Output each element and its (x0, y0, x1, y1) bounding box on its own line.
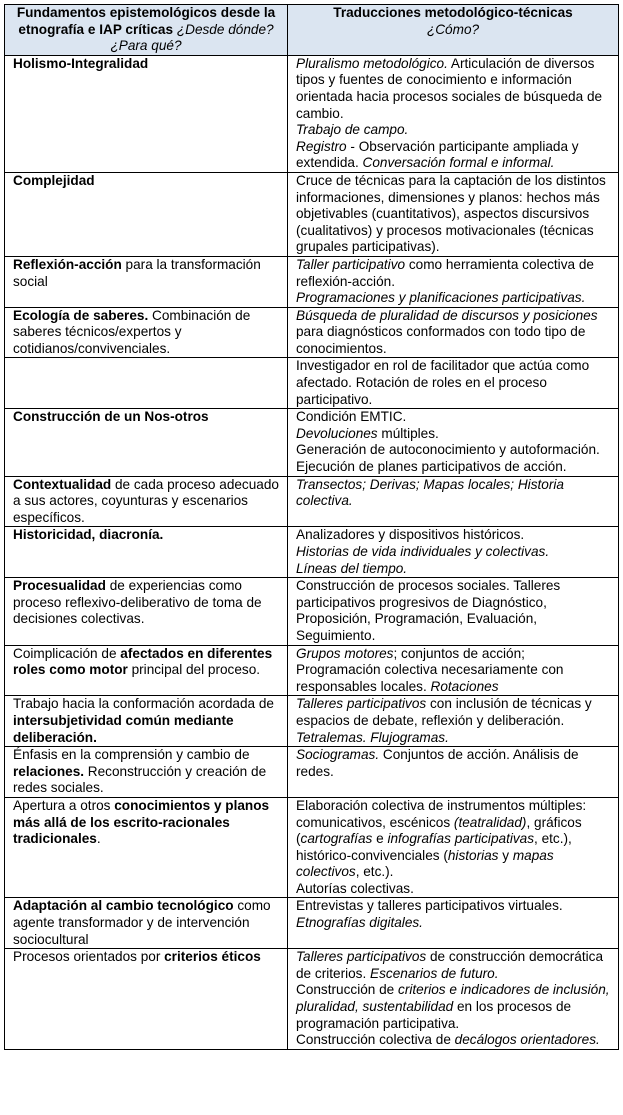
right-text-segment: Escenarios de futuro. (370, 965, 499, 981)
table-row (5, 696, 619, 747)
traduccion-cell (288, 747, 619, 798)
right-text-segment: en los procesos de programación participativa. (296, 999, 572, 1031)
right-paragraph (296, 578, 613, 644)
left-paragraph (13, 173, 282, 190)
right-text-segment: Generación de autoconocimiento y autoformación. (296, 442, 600, 458)
right-text-segment: Registro (296, 138, 347, 154)
left-text-segment: Trabajo hacia la conformación acordada de (13, 696, 274, 712)
right-text-segment: con inclusión de técnicas y espacios de debate, reflexión y deliberación. (296, 696, 592, 728)
left-paragraph (13, 696, 282, 746)
right-text-segment: historias (447, 847, 499, 863)
left-text-segment: Énfasis en la comprensión y cambio de (13, 747, 250, 763)
right-text-segment: Historias de vida individuales y colectivas. (296, 544, 550, 559)
right-text-segment: de construcción democrática de criterios. (296, 949, 604, 981)
left-paragraph (13, 747, 282, 797)
header-col2-question: ¿Cómo? (426, 21, 480, 37)
left-text-segment: intersubjetividad común mediante deliberación. (13, 712, 234, 745)
table-header-row (5, 5, 619, 56)
right-text-segment: Conjuntos de acción. Análisis de redes. (296, 747, 579, 779)
right-text-segment: Investigador en rol de facilitador que actúa como afectado. Rotación de roles en el proceso participativo. (296, 358, 590, 407)
left-text-segment: Procesos orientados por (13, 949, 165, 965)
left-paragraph (13, 477, 282, 527)
right-paragraph (296, 56, 613, 122)
right-text-segment: , gráficos ( (296, 814, 582, 847)
right-text-segment: Ejecución de planes participativos de acción. (296, 459, 567, 475)
right-text-segment: y (498, 847, 513, 863)
traduccion-cell (288, 358, 619, 409)
left-text-segment: . (96, 831, 101, 847)
right-text-segment: , etc.). (355, 864, 394, 880)
right-text-segment: Grupos motores (296, 645, 394, 661)
left-paragraph (13, 798, 282, 848)
left-text-segment: principal del proceso. (127, 662, 261, 678)
left-text-segment: para la transformación social (13, 256, 261, 289)
right-paragraph (296, 308, 613, 358)
traduccion-cell (288, 949, 619, 1050)
left-text-segment: Apertura a otros (13, 797, 115, 813)
fundamento-cell (5, 527, 288, 578)
left-text-segment: Reconstrucción y creación de redes sociales. (13, 763, 267, 796)
right-text-segment: - Observación participante ampliada y extendida. (296, 138, 579, 171)
fundamento-cell (5, 747, 288, 798)
traduccion-cell (288, 645, 619, 696)
right-text-segment: Construcción de procesos sociales. Talleres participativos progresivos de Diagnóstico, Proposición, Programación, Evaluación, Seguimiento. (296, 578, 561, 643)
right-text-segment: decálogos orientadores. (454, 1032, 600, 1048)
right-text-segment: (teatralidad) (453, 814, 527, 830)
traduccion-cell (288, 696, 619, 747)
table-row (5, 898, 619, 949)
traduccion-cell (288, 797, 619, 898)
table-row (5, 747, 619, 798)
right-text-segment: Autorías colectivas. (296, 880, 414, 896)
left-text-segment: criterios éticos (164, 949, 261, 965)
header-col1-question: ¿Desde dónde? ¿Para qué? (110, 21, 274, 54)
header-col1-title: Fundamentos epistemológicos desde la etnografía e IAP críticas (16, 5, 276, 37)
left-paragraph (13, 646, 282, 679)
right-paragraph (296, 662, 613, 695)
right-text-segment: mapas colectivos (296, 847, 554, 880)
left-text-segment: conocimientos y planos más allá de los escrito-racionales tradicionales (13, 797, 270, 847)
table-row (5, 476, 619, 527)
table-row (5, 409, 619, 476)
right-text-segment: Programación colectiva necesariamente con responsables locales. (296, 662, 564, 694)
left-text-segment: de experiencias como proceso reflexivo-deliberativo de toma de decisiones colectivas. (13, 578, 262, 627)
fundamento-cell (5, 172, 288, 256)
left-paragraph (13, 308, 282, 358)
left-text-segment: Procesualidad (13, 578, 106, 594)
table-row (5, 307, 619, 358)
table-row (5, 256, 619, 307)
traduccion-cell (288, 172, 619, 256)
traduccion-cell (288, 476, 619, 527)
right-text-segment: Sociogramas. (296, 747, 380, 763)
left-text-segment: Ecología de saberes. (13, 307, 149, 323)
right-text-segment: Búsqueda de pluralidad de discursos y posiciones (296, 307, 598, 323)
right-text-segment: Devoluciones (296, 425, 378, 441)
right-paragraph (296, 898, 613, 915)
right-paragraph (296, 257, 613, 290)
fundamento-cell (5, 476, 288, 527)
left-text-segment: Holismo-Integralidad (13, 55, 149, 71)
table-row (5, 527, 619, 578)
right-text-segment: Entrevistas y talleres participativos virtuales. (296, 898, 563, 914)
right-paragraph (296, 915, 613, 932)
left-text-segment: como agente transformador y de intervención sociocultural (13, 898, 271, 947)
right-paragraph (296, 122, 613, 139)
table-row (5, 949, 619, 1050)
traduccion-cell (288, 409, 619, 476)
right-paragraph (296, 881, 613, 898)
right-paragraph (296, 982, 613, 1032)
traduccion-cell (288, 578, 619, 645)
fundamento-cell (5, 307, 288, 358)
left-text-segment: Construcción de un Nos-otros (13, 409, 209, 425)
table-row (5, 645, 619, 696)
left-text-segment: Combinación de saberes técnicos/expertos y cotidianos/convivenciales. (13, 307, 251, 356)
right-paragraph (296, 139, 613, 172)
left-text-segment: Contextualidad (13, 476, 112, 492)
right-paragraph (296, 426, 613, 443)
left-text-segment: de cada proceso adecuado a sus actores, coyunturas y escenarios específicos. (13, 476, 279, 525)
header-col-traducciones (288, 5, 619, 56)
right-paragraph (296, 561, 613, 578)
traduccion-cell (288, 898, 619, 949)
right-text-segment: Analizadores y dispositivos históricos. (296, 527, 525, 543)
fundamento-cell (5, 409, 288, 476)
table-row (5, 358, 619, 409)
right-text-segment: Etnografías digitales. (296, 915, 423, 931)
right-paragraph (296, 646, 613, 663)
header-col-fundamentos (5, 5, 288, 56)
right-text-segment: criterios e indicadores de inclusión, pluralidad, sustentabilidad (296, 982, 610, 1015)
left-text-segment: Historicidad, diacronía. (13, 527, 164, 543)
left-text-segment: relaciones. (13, 763, 85, 779)
left-text-segment: afectados en diferentes roles como motor (13, 645, 273, 678)
right-text-segment: , etc.), histórico-convivenciales ( (296, 831, 572, 863)
left-text-segment: Coimplicación de (13, 645, 121, 661)
left-paragraph (13, 949, 282, 966)
right-text-segment: Rotaciones (430, 678, 499, 694)
right-paragraph (296, 442, 613, 459)
right-paragraph (296, 290, 613, 307)
right-text-segment: Talleres participativos (296, 949, 427, 965)
left-paragraph (13, 409, 282, 426)
right-text-segment: como herramienta colectiva de reflexión-acción. (296, 256, 594, 289)
epistemology-methodology-table (4, 4, 619, 1050)
fundamento-cell (5, 949, 288, 1050)
left-text-segment: Adaptación al cambio tecnológico (13, 898, 234, 914)
left-paragraph (13, 898, 282, 948)
right-text-segment: para diagnósticos conformados con todo tipo de conocimientos. (296, 324, 586, 356)
right-paragraph (296, 477, 613, 510)
right-paragraph (296, 358, 613, 408)
right-text-segment: Taller participativo (296, 256, 406, 272)
fundamento-cell (5, 645, 288, 696)
left-paragraph (13, 56, 282, 73)
right-paragraph (296, 459, 613, 476)
traduccion-cell (288, 307, 619, 358)
right-text-segment: Líneas del tiempo. (296, 560, 408, 576)
right-paragraph (296, 730, 613, 747)
left-text-segment: Reflexión-acción (13, 256, 122, 272)
right-text-segment: Transectos; Derivas; Mapas locales; Historia colectiva. (296, 476, 564, 509)
traduccion-cell (288, 256, 619, 307)
right-paragraph (296, 409, 613, 426)
left-paragraph (13, 578, 282, 628)
right-text-segment: Trabajo de campo. (296, 122, 409, 138)
right-text-segment: e (372, 831, 388, 847)
traduccion-cell (288, 55, 619, 172)
right-paragraph (296, 544, 613, 561)
right-paragraph (296, 527, 613, 544)
header-col2-title: Traducciones metodológico-técnicas (333, 5, 573, 20)
left-paragraph (13, 257, 282, 290)
right-paragraph (296, 949, 613, 982)
right-text-segment: Construcción colectiva de (296, 1032, 455, 1048)
fundamento-cell (5, 578, 288, 645)
fundamento-cell (5, 55, 288, 172)
right-paragraph (296, 173, 613, 256)
right-text-segment: Tetralemas. Flujogramas. (296, 729, 449, 745)
right-paragraph (296, 696, 613, 729)
right-paragraph (296, 798, 613, 881)
right-text-segment: Construcción de (296, 982, 399, 998)
table-row (5, 172, 619, 256)
fundamento-cell (5, 256, 288, 307)
right-text-segment: Conversación formal e informal. (362, 155, 555, 171)
right-text-segment: Articulación de diversos tipos y fuentes de conocimiento e información orientada hacia procesos sociales de búsqueda de cambio. (296, 55, 603, 121)
right-text-segment: ; conjuntos de acción; (393, 645, 525, 661)
right-text-segment: Pluralismo metodológico. (296, 55, 448, 71)
traduccion-cell (288, 527, 619, 578)
right-paragraph (296, 747, 613, 780)
right-text-segment: múltiples. (377, 425, 439, 441)
right-paragraph (296, 1032, 613, 1049)
left-paragraph (13, 527, 282, 544)
table-row (5, 578, 619, 645)
table-row (5, 55, 619, 172)
table-row (5, 797, 619, 898)
right-text-segment: Condición EMTIC. (296, 409, 407, 425)
right-text-segment: cartografías (300, 831, 373, 847)
fundamento-cell (5, 898, 288, 949)
right-text-segment: Talleres participativos (296, 696, 427, 712)
right-text-segment: Programaciones y planificaciones participativas. (296, 290, 586, 306)
left-text-segment: Complejidad (13, 172, 95, 188)
fundamento-cell (5, 696, 288, 747)
fundamento-cell (5, 797, 288, 898)
fundamento-cell (5, 358, 288, 409)
right-text-segment: infografías participativas (387, 831, 535, 847)
right-text-segment: Elaboración colectiva de instrumentos múltiples: comunicativos, escénicos (296, 797, 587, 830)
right-text-segment: Cruce de técnicas para la captación de los distintos informaciones, dimensiones y planos: hechos más objetivables (cuantitativos), aspectos discursivos (cualitativos) y procesos motivacionales (técnicas grupales participativas). (296, 172, 606, 255)
